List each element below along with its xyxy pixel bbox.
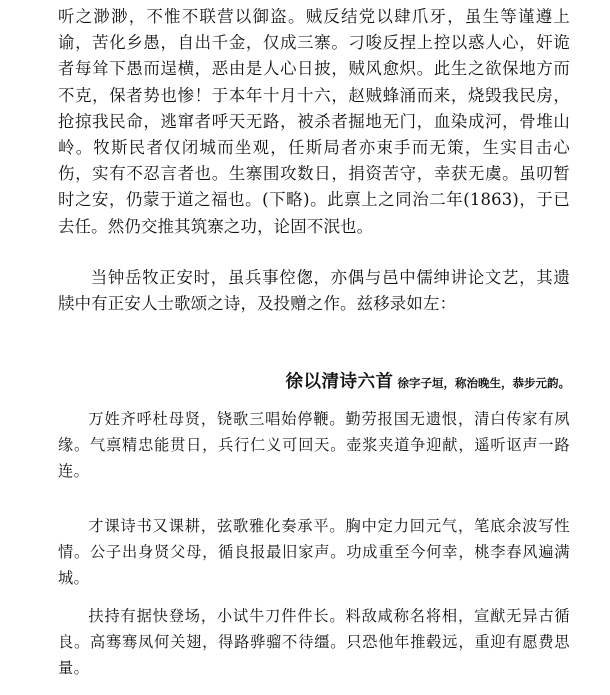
- poem-stanza: [58, 406, 570, 484]
- body-paragraph: [58, 4, 570, 240]
- poem-text: 扶持有据快登场，小试牛刀件件长。料敌咸称名将相，宣猷无异古循良。高骞骞凤何关翅，得路骅骝不待缰。只恐他年推毂远，重迎有愿费思量。: [58, 607, 570, 677]
- poem-author-note: 徐字子垣，称治晚生，恭步元韵。: [397, 376, 570, 390]
- poem-text: 才课诗书又课耕，弦歌雅化奏承平。胸中定力回元气，笔底余波写性情。公子出身贤父母，循良报最旧家声。功成重至今何幸，桃李春风遍满城。: [58, 517, 570, 587]
- poem-stanza: [58, 513, 570, 591]
- poem-text: 万姓齐呼杜母贤，铙歌三唱始停鞭。勤劳报国无遗恨，清白传家有夙缘。气禀精忠能贯日，兵行仁义可回天。壶浆夹道争迎献，遥听讴声一路连。: [58, 410, 570, 480]
- body-paragraph: [58, 265, 570, 317]
- poem-stanza: [58, 603, 570, 681]
- poem-title: 徐以清诗六首: [285, 372, 394, 392]
- paragraph-text: 当钟岳牧正安时，虽兵事倥偬，亦偶与邑中儒绅讲论文艺，其遗牍中有正安人士歌颂之诗，及投赠之作。兹移录如左：: [58, 268, 570, 314]
- poem-section-heading: [58, 368, 570, 393]
- paragraph-text: 听之渺渺，不惟不联营以御盗。贼反结党以肆爪牙，虽生等谨遵上谕，苦化乡愚，自出千金，仅成三寨。刁唆反捏上控以惑人心，奸诡者每耸下愚而逞横，恶由是人心日披，贼风愈炽。此生之欲保地方而不克，保者势也惨！于本年十月十六，赵贼蜂涌而来，烧毁我民房，抢掠我民命，逃窜者呼天无路，被杀者掘地无门，血染成河，骨堆山岭。牧斯民者仅闭城而坐观，任斯局者亦束手而无策，生实目击心伤，实有不忍言者也。生寨围攻数日，捐资苦守，幸获无虞。虽叨暂时之安，仍蒙于道之福也。(下略)。此禀上之同治二年(1863)，于已去任。然仍交推其筑寨之功，论固不泯也。: [58, 7, 570, 236]
